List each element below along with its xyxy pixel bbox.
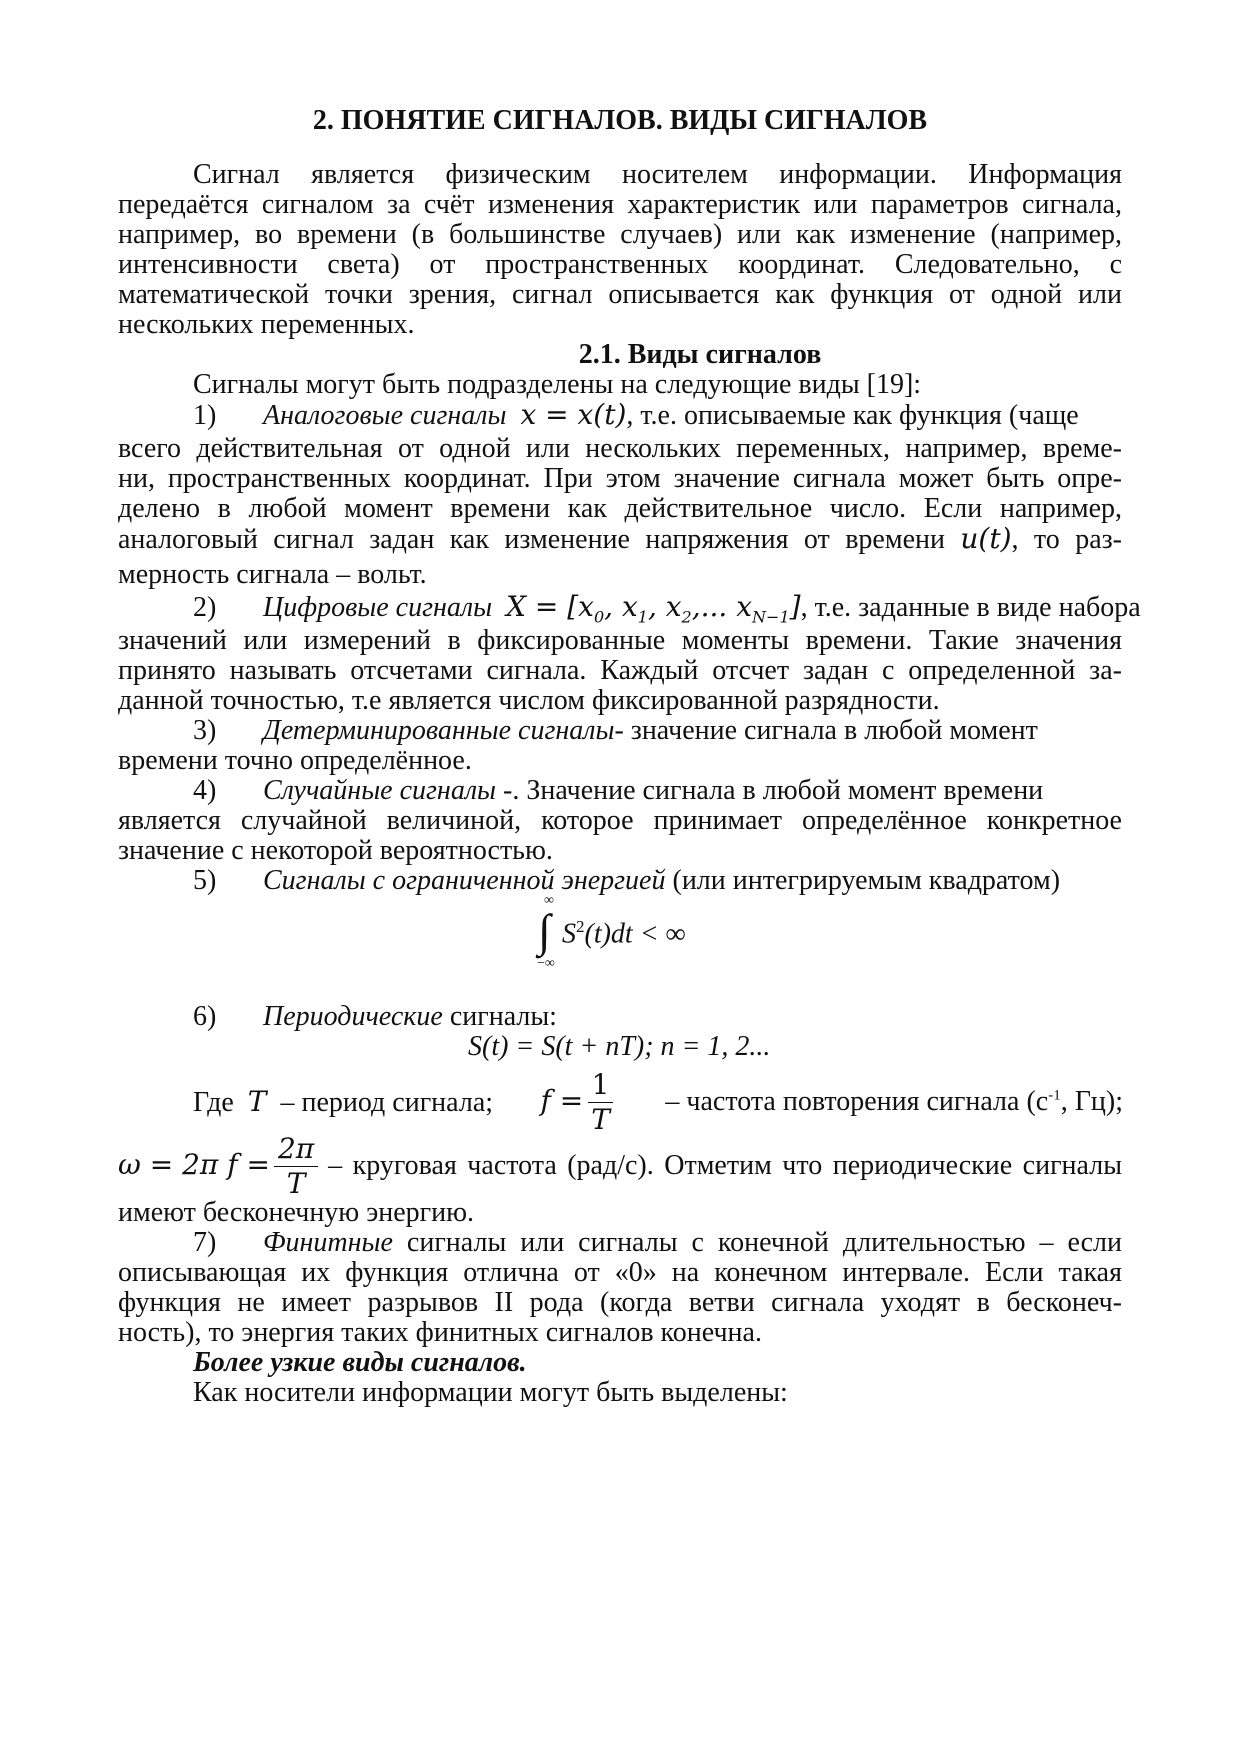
item-4-line-3: значение с некоторой вероятностью. (118, 835, 553, 866)
carriers-line: Как носители информации могут быть выделены: (193, 1377, 788, 1408)
item-2-line-2: значений или измерений в фиксированные моменты времени. Такие значения (118, 625, 1122, 656)
item-7-rest: сигналы или сигналы с конечной длительностью – если (392, 1227, 1122, 1258)
item-3-first-line (193, 714, 1122, 748)
item-1-first-line (193, 398, 1122, 433)
section-heading: 2.1. Виды сигналов (578, 339, 822, 370)
intro-line-3: например, во времени (в большинстве случаев) или как изменение (например, (118, 219, 1122, 250)
item-2-rest: , т.е. заданные в виде набора (800, 592, 1141, 623)
item-3-term: Детерминированные сигналы (263, 715, 615, 746)
period-definition-line: Где T – период сигнала; f = $\frac{1}{T}$ – частота повторения сигнала ($с^{-1}$, Гц); (193, 1067, 1123, 1136)
item-3-rest: - значение сигнала в любой момент (614, 715, 1038, 746)
item-1-term: Аналоговые сигналы (263, 400, 507, 431)
item-1-line-6: мерность сигнала – вольт. (118, 559, 427, 590)
item-7-line-3: функция не имеет разрывов II рода (когда ветви сигнала уходят в бесконеч- (118, 1287, 1122, 1318)
item-6-first-line (193, 1000, 1122, 1034)
frequency-formula: f = $\frac{1}{T}$ (541, 1068, 618, 1137)
item-4-term: Случайные сигналы (263, 775, 496, 806)
item-1-rest: , т.е. описываемые как функция (чаще (626, 400, 1079, 431)
item-1-line-3: ни, пространственных координат. При этом значение сигнала может быть опре- (118, 463, 1122, 494)
item-6-number: 6) (193, 1001, 217, 1032)
intro-line-2: передаётся сигналом за счёт изменения характеристик или параметров сигнала, (118, 189, 1122, 220)
item-2-formula: $X = [x_0$, $x_1$, $x_2$,... $x_{N-1}$] (506, 590, 801, 627)
item-2-term: Цифровые сигналы (263, 592, 493, 623)
item-5-number: 5) (193, 865, 217, 896)
item-3-line-2: времени точно определённое. (118, 745, 472, 776)
angular-frequency-line: ω = 2π f = $\frac{2\pi}{T}$ – круговая частота (рад/с). Отметим что периодические сигналы (118, 1131, 1122, 1200)
periodic-formula: S(t) = S(t + nT); n = 1, 2... (468, 1031, 771, 1062)
intro-line-4: интенсивности света) от пространственных координат. Следовательно, с (118, 249, 1122, 280)
intro-line-6: нескольких переменных. (118, 309, 415, 340)
item-7-number: 7) (193, 1227, 217, 1258)
narrow-types-heading: Более узкие виды сигналов. (193, 1347, 527, 1378)
item-5-term: Сигналы с ограниченной энергией (263, 865, 666, 896)
item-1-number: 1) (193, 400, 217, 431)
integral-lower-limit: −∞ (537, 956, 555, 971)
item-4-rest: -. Значение сигнала в любой момент времени (496, 775, 1044, 806)
item-7-line-2: описывающая их функция отлична от «0» на конечном интервале. Если такая (118, 1257, 1122, 1288)
item-3-number: 3) (193, 715, 217, 746)
integral-upper-limit: ∞ (544, 893, 554, 908)
item-5-first-line (193, 864, 1122, 898)
item-6-term: Периодические (263, 1001, 443, 1032)
item-1-line-5 (118, 522, 1122, 557)
item-2-line-3: принято называть отсчетами сигнала. Каждый отсчет задан с определенной за- (118, 655, 1122, 686)
intro-line-5: математической точки зрения, сигнал описывается как функция от одной или (118, 279, 1122, 310)
lead-line: Сигналы могут быть подразделены на следующие виды [19]: (193, 369, 922, 400)
angular-frequency-formula: ω = 2π f = $\frac{2\pi}{T}$ (118, 1132, 322, 1201)
item-1-line-2: всего действительная от одной или нескольких переменных, например, време- (118, 433, 1122, 464)
item-1-line-5-end: , то раз- (1011, 524, 1123, 555)
item-1-formula: x = x(t) (520, 398, 627, 431)
item-1-line-4: делено в любой момент времени как действительное число. Если например, (118, 493, 1122, 524)
intro-line-1: Сигнал является физическим носителем информации. Информация (193, 159, 1122, 190)
item-6-energy-line: имеют бесконечную энергию. (118, 1197, 475, 1228)
item-1-line-5-text: аналоговый сигнал задан как изменение напряжения от времени (118, 524, 945, 555)
item-2-line-4: данной точностью, т.е является числом фиксированной разрядности. (118, 685, 940, 716)
item-6-rest: сигналы: (442, 1001, 557, 1032)
item-4-first-line (193, 774, 1122, 808)
integral-formula: $S^2(t)dt$ < ∞ (562, 917, 686, 950)
item-7-term: Финитные (263, 1227, 393, 1258)
integral-sign: ∫ (538, 905, 551, 956)
item-7-first-line (193, 1226, 1122, 1260)
item-5-rest: (или интегрируемым квадратом) (665, 865, 1061, 896)
item-4-number: 4) (193, 775, 217, 806)
page-title: 2. ПОНЯТИЕ СИГНАЛОВ. ВИДЫ СИГНАЛОВ (312, 105, 928, 136)
item-7-line-4: ность), то энергия таких финитных сигналов конечна. (118, 1317, 762, 1348)
item-4-line-2: является случайной величиной, которое принимает определённое конкретное (118, 805, 1122, 836)
voltage-formula: u(t) (960, 522, 1012, 555)
item-2-number: 2) (193, 592, 217, 623)
